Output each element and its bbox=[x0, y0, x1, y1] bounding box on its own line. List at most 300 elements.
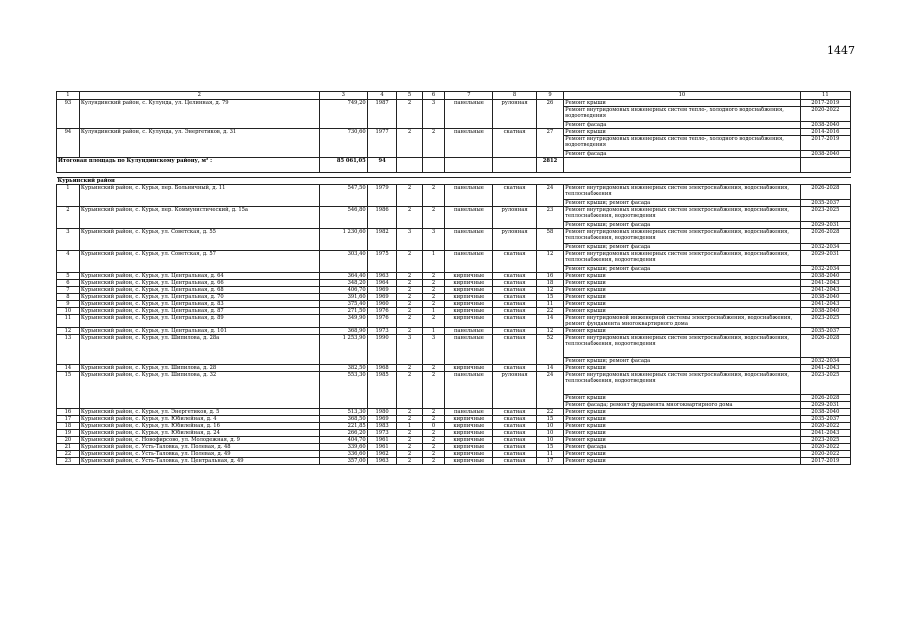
repair-work: Ремонт крыши bbox=[564, 395, 800, 402]
house-walls: кирпичные bbox=[445, 315, 493, 328]
house-number: 6 bbox=[57, 280, 80, 287]
house-roof: скатная bbox=[493, 280, 536, 287]
house-entrances: 1 bbox=[422, 308, 445, 315]
total-residents: 2812 bbox=[536, 158, 563, 173]
repair-work: Ремонт внутридомовых инженерных систем электроснабжения, водоснабжения, теплоснабжения, водоотведения bbox=[564, 207, 800, 222]
empty-cell bbox=[493, 158, 536, 173]
house-entrances: 2 bbox=[422, 301, 445, 308]
house-floors: 2 bbox=[397, 458, 422, 465]
house-year: 1987 bbox=[367, 100, 397, 129]
house-area: 368,90 bbox=[319, 328, 367, 335]
repair-period: 2026-2028 bbox=[800, 185, 850, 200]
house-walls: кирпичные bbox=[445, 365, 493, 372]
empty-cell bbox=[800, 158, 850, 173]
table-row bbox=[57, 315, 851, 328]
repair-period: 2029-2031 bbox=[800, 222, 850, 229]
repair-period: 2026-2028 bbox=[800, 395, 850, 402]
house-residents: 17 bbox=[536, 458, 563, 465]
house-entrances: 2 bbox=[422, 437, 445, 444]
house-walls: кирпичные bbox=[445, 430, 493, 437]
house-residents: 15 bbox=[536, 294, 563, 301]
house-floors: 3 bbox=[397, 335, 422, 365]
house-area: 303,40 bbox=[319, 251, 367, 273]
table-row bbox=[57, 294, 851, 301]
house-address: Курьинский район, с. Усть-Таловка, ул. Полевая, д. 48 bbox=[79, 444, 319, 451]
house-year: 1979 bbox=[367, 185, 397, 207]
column-number-1: 1 bbox=[57, 92, 80, 100]
house-floors: 2 bbox=[397, 409, 422, 416]
table-row bbox=[57, 328, 851, 335]
house-area: 546,80 bbox=[319, 207, 367, 229]
repair-work: Ремонт крыши; ремонт фасада bbox=[564, 244, 800, 251]
house-walls: панельные bbox=[445, 100, 493, 129]
house-area: 349,90 bbox=[319, 315, 367, 328]
repair-period: 2020-2022 bbox=[800, 451, 850, 458]
house-walls: панельные bbox=[445, 229, 493, 251]
house-entrances: 2 bbox=[422, 315, 445, 328]
house-residents: 14 bbox=[536, 315, 563, 328]
house-number: 11 bbox=[57, 315, 80, 328]
house-walls: кирпичные bbox=[445, 301, 493, 308]
house-address: Курьинский район, с. Курья, ул. Центральная, д. 66 bbox=[79, 280, 319, 287]
house-residents: 10 bbox=[536, 430, 563, 437]
repair-period: 2041-2043 bbox=[800, 280, 850, 287]
house-number: 15 bbox=[57, 372, 80, 409]
house-address: Курьинский район, с. Курья, ул. Центральная, д. 64 bbox=[79, 273, 319, 280]
house-walls: кирпичные bbox=[445, 280, 493, 287]
house-year: 1977 bbox=[367, 129, 397, 158]
house-number: 94 bbox=[57, 129, 80, 158]
house-year: 1986 bbox=[367, 207, 397, 229]
repair-period: 2041-2043 bbox=[800, 365, 850, 372]
house-walls: кирпичные bbox=[445, 308, 493, 315]
house-entrances: 2 bbox=[422, 185, 445, 207]
repair-period: 2041-2043 bbox=[800, 287, 850, 294]
house-address: Курьинский район, с. Усть-Таловка, ул. Полевая, д. 49 bbox=[79, 451, 319, 458]
repair-period: 2014-2016 bbox=[800, 129, 850, 136]
repair-work: Ремонт фасада; ремонт фундамента многоквартирного дома bbox=[564, 402, 800, 409]
house-year: 1961 bbox=[367, 437, 397, 444]
table-row bbox=[57, 451, 851, 458]
table-row bbox=[57, 416, 851, 423]
house-entrances: 2 bbox=[422, 207, 445, 229]
house-residents: 27 bbox=[536, 129, 563, 158]
repair-period: 2020-2022 bbox=[800, 423, 850, 430]
repair-work: Ремонт фасада bbox=[564, 122, 800, 129]
column-number-9: 9 bbox=[536, 92, 563, 100]
house-roof: скатная bbox=[493, 365, 536, 372]
house-number: 8 bbox=[57, 294, 80, 301]
table-row bbox=[57, 458, 851, 465]
house-area: 364,40 bbox=[319, 273, 367, 280]
house-entrances: 2 bbox=[422, 451, 445, 458]
repair-period: 2038-2040 bbox=[800, 308, 850, 315]
empty-cell bbox=[422, 158, 445, 173]
house-entrances: 2 bbox=[422, 294, 445, 301]
house-area: 221,85 bbox=[319, 423, 367, 430]
column-number-11: 11 bbox=[800, 92, 850, 100]
house-number: 23 bbox=[57, 458, 80, 465]
house-floors: 2 bbox=[397, 273, 422, 280]
house-roof: скатная bbox=[493, 315, 536, 328]
table-row bbox=[57, 129, 851, 136]
house-floors: 3 bbox=[397, 229, 422, 251]
house-address: Курьинский район, с. Курья, ул. Центральная, д. 68 bbox=[79, 287, 319, 294]
house-floors: 2 bbox=[397, 287, 422, 294]
house-year: 1973 bbox=[367, 430, 397, 437]
house-walls: кирпичные bbox=[445, 423, 493, 430]
house-walls: кирпичные bbox=[445, 451, 493, 458]
house-walls: панельные bbox=[445, 185, 493, 207]
repair-period: 2023-2025 bbox=[800, 207, 850, 222]
house-year: 1985 bbox=[367, 372, 397, 409]
empty-cell bbox=[397, 158, 422, 173]
house-residents: 10 bbox=[536, 423, 563, 430]
table-row bbox=[57, 423, 851, 430]
house-year: 1963 bbox=[367, 273, 397, 280]
repair-work: Ремонт крыши bbox=[564, 430, 800, 437]
house-residents: 23 bbox=[536, 207, 563, 229]
house-floors: 2 bbox=[397, 365, 422, 372]
repair-work: Ремонт крыши bbox=[564, 280, 800, 287]
house-residents: 58 bbox=[536, 229, 563, 251]
house-entrances: 0 bbox=[422, 423, 445, 430]
total-row bbox=[57, 158, 851, 173]
column-number-3: 3 bbox=[319, 92, 367, 100]
house-entrances: 3 bbox=[422, 335, 445, 365]
repair-work: Ремонт внутридомовых инженерных систем электроснабжения, водоснабжения, теплоснабжения, водоотведения bbox=[564, 229, 800, 244]
house-roof: скатная bbox=[493, 308, 536, 315]
house-area: 336,60 bbox=[319, 451, 367, 458]
house-floors: 2 bbox=[397, 430, 422, 437]
repair-work: Ремонт внутридомовой инженерной системы электроснабжения, водоснабжения, ремонт фундамента многоквартирного дома bbox=[564, 315, 800, 328]
house-entrances: 3 bbox=[422, 229, 445, 251]
house-number: 20 bbox=[57, 437, 80, 444]
house-walls: кирпичные bbox=[445, 273, 493, 280]
house-floors: 2 bbox=[397, 301, 422, 308]
house-address: Курьинский район, с. Курья, ул. Юбилейная, д. 4 bbox=[79, 416, 319, 423]
house-roof: скатная bbox=[493, 185, 536, 207]
house-area: 547,50 bbox=[319, 185, 367, 207]
house-roof: рулонная bbox=[493, 207, 536, 229]
repair-period: 2038-2040 bbox=[800, 122, 850, 129]
house-number: 5 bbox=[57, 273, 80, 280]
house-area: 406,70 bbox=[319, 287, 367, 294]
repair-work: Ремонт крыши bbox=[564, 301, 800, 308]
house-floors: 2 bbox=[397, 372, 422, 409]
house-number: 4 bbox=[57, 251, 80, 273]
repair-work: Ремонт крыши bbox=[564, 129, 800, 136]
house-year: 1983 bbox=[367, 423, 397, 430]
house-area: 375,40 bbox=[319, 301, 367, 308]
table-body bbox=[57, 92, 851, 465]
house-year: 1982 bbox=[367, 229, 397, 251]
house-roof: рулонная bbox=[493, 372, 536, 409]
repair-period: 2041-2043 bbox=[800, 301, 850, 308]
house-number: 18 bbox=[57, 423, 80, 430]
total-label: Итоговая площадь по Кулундинскому району, м² : bbox=[57, 158, 320, 173]
repair-work: Ремонт крыши bbox=[564, 328, 800, 335]
table-row bbox=[57, 301, 851, 308]
house-roof: скатная bbox=[493, 423, 536, 430]
house-residents: 11 bbox=[536, 301, 563, 308]
house-walls: панельные bbox=[445, 251, 493, 273]
repair-period: 2023-2025 bbox=[800, 315, 850, 328]
house-floors: 2 bbox=[397, 294, 422, 301]
table-row bbox=[57, 207, 851, 222]
house-year: 1975 bbox=[367, 251, 397, 273]
repair-period: 2023-2025 bbox=[800, 372, 850, 395]
house-walls: кирпичные bbox=[445, 444, 493, 451]
house-residents: 16 bbox=[536, 273, 563, 280]
house-residents: 12 bbox=[536, 287, 563, 294]
repair-work: Ремонт внутридомовых инженерных систем электроснабжения, водоснабжения, теплоснабжения bbox=[564, 185, 800, 200]
column-number-6: 6 bbox=[422, 92, 445, 100]
house-address: Курьинский район, с. Курья, ул. Центральная, д. 101 bbox=[79, 328, 319, 335]
house-year: 1976 bbox=[367, 315, 397, 328]
repair-work: Ремонт крыши; ремонт фасада bbox=[564, 266, 800, 273]
house-roof: рулонная bbox=[493, 100, 536, 129]
house-roof: скатная bbox=[493, 287, 536, 294]
house-residents: 12 bbox=[536, 251, 563, 273]
repair-work: Ремонт внутридомовых инженерных систем электроснабжения, водоснабжения, теплоснабжения, водоотведения bbox=[564, 251, 800, 266]
house-residents: 18 bbox=[536, 280, 563, 287]
table-row bbox=[57, 372, 851, 395]
house-residents: 12 bbox=[536, 328, 563, 335]
house-address: Курьинский район, с. Курья, ул. Шипилова, д. 28 bbox=[79, 365, 319, 372]
house-year: 1960 bbox=[367, 301, 397, 308]
house-area: 266,20 bbox=[319, 430, 367, 437]
house-address: Курьинский район, с. Новофирсово, ул. Молодежная, д. 9 bbox=[79, 437, 319, 444]
house-address: Курьинский район, с. Курья, ул. Центральная, д. 89 bbox=[79, 315, 319, 328]
column-number-5: 5 bbox=[397, 92, 422, 100]
total-area: 85 061,05 bbox=[319, 158, 367, 173]
house-year: 1969 bbox=[367, 287, 397, 294]
house-walls: панельные bbox=[445, 335, 493, 365]
house-number: 10 bbox=[57, 308, 80, 315]
house-residents: 15 bbox=[536, 444, 563, 451]
repair-work: Ремонт крыши bbox=[564, 100, 800, 107]
house-address: Курьинский район, с. Курья, ул. Шипилова, д. 28а bbox=[79, 335, 319, 365]
house-address: Курьинский район, с. Курья, ул. Советская, д. 55 bbox=[79, 229, 319, 251]
house-area: 404,70 bbox=[319, 437, 367, 444]
house-walls: кирпичные bbox=[445, 458, 493, 465]
house-year: 1962 bbox=[367, 451, 397, 458]
house-roof: скатная bbox=[493, 251, 536, 273]
repair-work: Ремонт крыши bbox=[564, 451, 800, 458]
house-number: 16 bbox=[57, 409, 80, 416]
section-row bbox=[57, 178, 851, 185]
house-number: 93 bbox=[57, 100, 80, 129]
repair-work: Ремонт крыши; ремонт фасада bbox=[564, 222, 800, 229]
table-row bbox=[57, 430, 851, 437]
total-count: 94 bbox=[367, 158, 397, 173]
table-row bbox=[57, 444, 851, 451]
table-row bbox=[57, 280, 851, 287]
house-residents: 14 bbox=[536, 365, 563, 372]
house-floors: 2 bbox=[397, 444, 422, 451]
house-walls: кирпичные bbox=[445, 294, 493, 301]
house-number: 17 bbox=[57, 416, 80, 423]
repair-work: Ремонт крыши bbox=[564, 423, 800, 430]
house-number: 14 bbox=[57, 365, 80, 372]
house-entrances: 2 bbox=[422, 444, 445, 451]
house-number: 7 bbox=[57, 287, 80, 294]
repair-period: 2038-2040 bbox=[800, 294, 850, 301]
repair-period: 2029-2031 bbox=[800, 402, 850, 409]
house-address: Курьинский район, с. Курья, ул. Советская, д. 57 bbox=[79, 251, 319, 273]
table-row bbox=[57, 335, 851, 358]
house-area: 1 230,60 bbox=[319, 229, 367, 251]
house-roof: скатная bbox=[493, 301, 536, 308]
house-residents: 11 bbox=[536, 451, 563, 458]
house-walls: кирпичные bbox=[445, 437, 493, 444]
house-area: 382,50 bbox=[319, 365, 367, 372]
house-address: Курьинский район, с. Курья, ул. Центральная, д. 83 bbox=[79, 301, 319, 308]
house-roof: скатная bbox=[493, 294, 536, 301]
repair-work: Ремонт крыши bbox=[564, 458, 800, 465]
house-address: Курьинский район, с. Курья, ул. Юбилейная, д. 16 bbox=[79, 423, 319, 430]
repair-work: Ремонт крыши bbox=[564, 416, 800, 423]
house-roof: скатная bbox=[493, 430, 536, 437]
house-area: 271,50 bbox=[319, 308, 367, 315]
house-address: Курьинский район, с. Курья, ул. Центральная, д. 87 bbox=[79, 308, 319, 315]
house-year: 1969 bbox=[367, 294, 397, 301]
house-entrances: 1 bbox=[422, 251, 445, 273]
repair-work: Ремонт крыши bbox=[564, 437, 800, 444]
repair-period: 2023-2025 bbox=[800, 437, 850, 444]
house-roof: скатная bbox=[493, 129, 536, 158]
house-year: 1990 bbox=[367, 335, 397, 365]
house-residents: 22 bbox=[536, 409, 563, 416]
house-walls: панельные bbox=[445, 207, 493, 229]
house-floors: 2 bbox=[397, 315, 422, 328]
house-floors: 2 bbox=[397, 437, 422, 444]
house-entrances: 1 bbox=[422, 328, 445, 335]
house-roof: скатная bbox=[493, 328, 536, 335]
house-area: 749,20 bbox=[319, 100, 367, 129]
house-residents: 10 bbox=[536, 437, 563, 444]
repair-work: Ремонт внутридомовых инженерных систем тепло-, холодного водоснабжения, водоотведения bbox=[564, 136, 800, 151]
house-area: 339,60 bbox=[319, 444, 367, 451]
house-address: Кулундинский район, с. Кулунда, ул. Целинная, д. 79 bbox=[79, 100, 319, 129]
table-row bbox=[57, 229, 851, 244]
empty-cell bbox=[564, 158, 800, 173]
repair-period: 2020-2022 bbox=[800, 107, 850, 122]
house-entrances: 2 bbox=[422, 280, 445, 287]
repair-period: 2026-2028 bbox=[800, 335, 850, 358]
house-residents: 24 bbox=[536, 372, 563, 409]
column-number-7: 7 bbox=[445, 92, 493, 100]
house-entrances: 2 bbox=[422, 430, 445, 437]
house-walls: панельные bbox=[445, 409, 493, 416]
house-number: 19 bbox=[57, 430, 80, 437]
house-year: 1964 bbox=[367, 280, 397, 287]
repair-work: Ремонт внутридомовых инженерных систем тепло-, холодного водоснабжения, водоотведения bbox=[564, 107, 800, 122]
house-address: Кулундинский район, с. Кулунда, ул. Энергетиков, д. 31 bbox=[79, 129, 319, 158]
house-number: 22 bbox=[57, 451, 80, 458]
house-number: 21 bbox=[57, 444, 80, 451]
header-row bbox=[57, 92, 851, 100]
repair-period: 2017-2019 bbox=[800, 100, 850, 107]
repair-period: 2017-2019 bbox=[800, 136, 850, 151]
house-year: 1963 bbox=[367, 458, 397, 465]
house-entrances: 2 bbox=[422, 287, 445, 294]
repair-work: Ремонт фасада bbox=[564, 151, 800, 158]
house-roof: скатная bbox=[493, 335, 536, 365]
house-residents: 15 bbox=[536, 416, 563, 423]
repair-work: Ремонт крыши bbox=[564, 294, 800, 301]
house-number: 12 bbox=[57, 328, 80, 335]
empty-cell bbox=[445, 158, 493, 173]
house-year: 1969 bbox=[367, 416, 397, 423]
repair-period: 2029-2031 bbox=[800, 251, 850, 266]
repair-work: Ремонт крыши; ремонт фасада bbox=[564, 200, 800, 207]
house-floors: 2 bbox=[397, 207, 422, 229]
house-roof: скатная bbox=[493, 458, 536, 465]
house-floors: 2 bbox=[397, 328, 422, 335]
house-floors: 2 bbox=[397, 129, 422, 158]
column-number-8: 8 bbox=[493, 92, 536, 100]
house-number: 13 bbox=[57, 335, 80, 365]
house-floors: 2 bbox=[397, 185, 422, 207]
repair-work: Ремонт крыши bbox=[564, 308, 800, 315]
house-area: 348,20 bbox=[319, 280, 367, 287]
house-entrances: 2 bbox=[422, 129, 445, 158]
house-address: Курьинский район, с. Курья, ул. Юбилейная, д. 24 bbox=[79, 430, 319, 437]
repair-period: 2038-2040 bbox=[800, 151, 850, 158]
house-entrances: 2 bbox=[422, 372, 445, 409]
repair-period: 2038-2040 bbox=[800, 409, 850, 416]
house-floors: 2 bbox=[397, 251, 422, 273]
column-number-2: 2 bbox=[79, 92, 319, 100]
repair-period: 2041-2043 bbox=[800, 430, 850, 437]
house-entrances: 2 bbox=[422, 365, 445, 372]
house-area: 553,30 bbox=[319, 372, 367, 409]
table-row bbox=[57, 185, 851, 200]
house-floors: 2 bbox=[397, 280, 422, 287]
house-roof: скатная bbox=[493, 409, 536, 416]
table-row bbox=[57, 308, 851, 315]
house-residents: 24 bbox=[536, 185, 563, 207]
house-walls: панельные bbox=[445, 372, 493, 409]
house-entrances: 3 bbox=[422, 100, 445, 129]
repair-work: Ремонт крыши bbox=[564, 365, 800, 372]
house-roof: скатная bbox=[493, 437, 536, 444]
house-entrances: 2 bbox=[422, 416, 445, 423]
repair-period: 2035-2037 bbox=[800, 328, 850, 335]
repair-period: 2032-2034 bbox=[800, 358, 850, 365]
table-row bbox=[57, 251, 851, 266]
repair-period: 2032-2034 bbox=[800, 266, 850, 273]
page-number: 1447 bbox=[827, 44, 855, 57]
house-walls: кирпичные bbox=[445, 287, 493, 294]
table-row bbox=[57, 409, 851, 416]
house-number: 2 bbox=[57, 207, 80, 229]
column-number-10: 10 bbox=[564, 92, 800, 100]
repair-work: Ремонт крыши; ремонт фасада bbox=[564, 358, 800, 365]
house-year: 1961 bbox=[367, 444, 397, 451]
repair-work: Ремонт внутридомовых инженерных систем электроснабжения, водоснабжения, теплоснабжения, водоотведения bbox=[564, 372, 800, 395]
repair-work: Ремонт крыши bbox=[564, 287, 800, 294]
house-number: 3 bbox=[57, 229, 80, 251]
section-title: Курьинский район bbox=[57, 178, 851, 185]
table-row bbox=[57, 287, 851, 294]
house-year: 1968 bbox=[367, 365, 397, 372]
repair-period: 2026-2028 bbox=[800, 229, 850, 244]
house-residents: 52 bbox=[536, 335, 563, 365]
house-address: Курьинский район, с. Курья, ул. Центральная, д. 70 bbox=[79, 294, 319, 301]
